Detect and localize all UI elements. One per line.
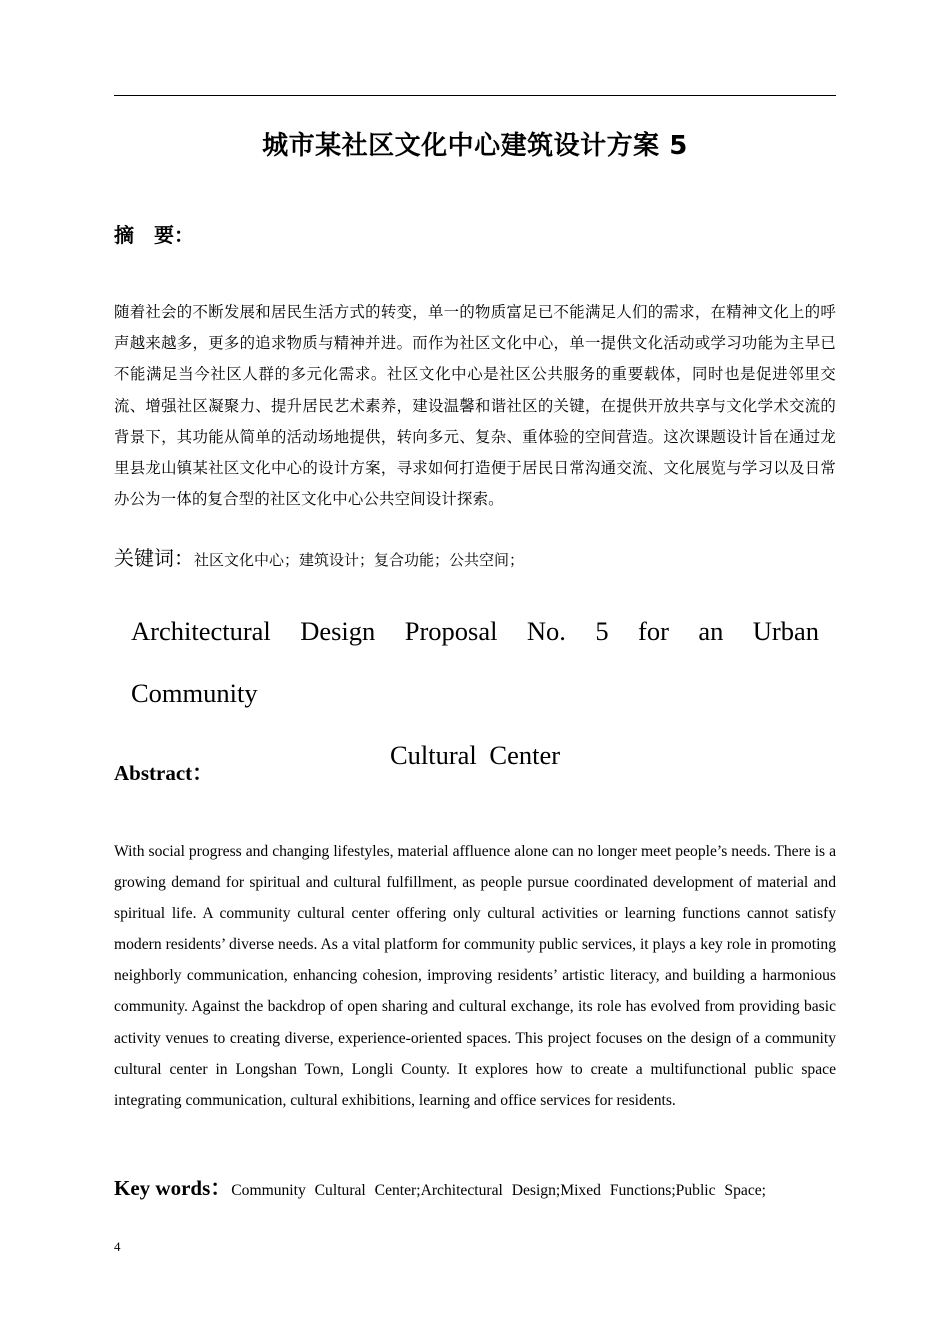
chinese-keywords bbox=[114, 542, 836, 576]
header-rule bbox=[114, 95, 836, 96]
english-title-line-2: Cultural Center bbox=[389, 740, 561, 770]
chinese-abstract-body: 随着社会的不断发展和居民生活方式的转变，单一的物质富足已不能满足人们的需求，在精神文化上的呼声越来越多，更多的追求物质与精神并进。而作为社区文化中心，单一提供文化活动或学习功能为主早已不能满足当今社区人群的多元化需求。社区文化中心是社区公共服务的重要载体，同时也是促进邻里交流、增强社区凝聚力、提升居民艺术素养，建设温馨和谐社区的关键，在提供开放共享与文化学术交流的背景下，其功能从简单的活动场地提供，转向多元、复杂、重体验的空间营造。这次课题设计旨在通过龙里县龙山镇某社区文化中心的设计方案，寻求如何打造便于居民日常沟通交流、文化展览与学习以及日常办公为一体的复合型的社区文化中心公共空间设计探索。 bbox=[114, 303, 836, 509]
english-abstract-body: With social progress and changing lifestyles, material affluence alone can no longer meet people’s needs. There is a growing demand for spiritual and cultural fulfillment, as people pursue coordinated development of material and spiritual life. A community cultural center offering only cultural activities or learning functions cannot satisfy modern residents’ diverse needs. As a vital platform for community public services, it plays a key role in promoting neighborly communication, enhancing cohesion, improving residents’ artistic literacy, and building a harmonious community. Against the backdrop of open sharing and cultural exchange, its role has evolved from providing basic activity venues to creating diverse, experience-oriented spaces. This project focuses on the design of a community cultural center in Longshan Town, Longli County. It explores how to create a multifunctional public space integrating communication, cultural exhibitions, learning and office services for residents. bbox=[114, 843, 836, 1109]
chinese-keywords-text: 社区文化中心；建筑设计；复合功能；公共空间； bbox=[194, 551, 525, 569]
chinese-keywords-label: 关键词： bbox=[114, 546, 194, 570]
english-keywords-text: Community Cultural Center;Architectural Design;Mixed Functions;Public Space; bbox=[231, 1182, 767, 1199]
english-title-line-1: Architectural Design Proposal No. 5 for an Urban Community bbox=[131, 616, 819, 708]
page-number: 4 bbox=[114, 1239, 121, 1254]
english-keywords-label: Key words： bbox=[114, 1176, 232, 1200]
english-abstract-heading: Abstract： bbox=[114, 761, 214, 785]
chinese-title: 城市某社区文化中心建筑设计方案 5 bbox=[262, 131, 688, 161]
english-keywords bbox=[114, 1172, 836, 1207]
english-title bbox=[114, 600, 836, 786]
chinese-abstract-heading: 摘 要： bbox=[114, 223, 194, 247]
